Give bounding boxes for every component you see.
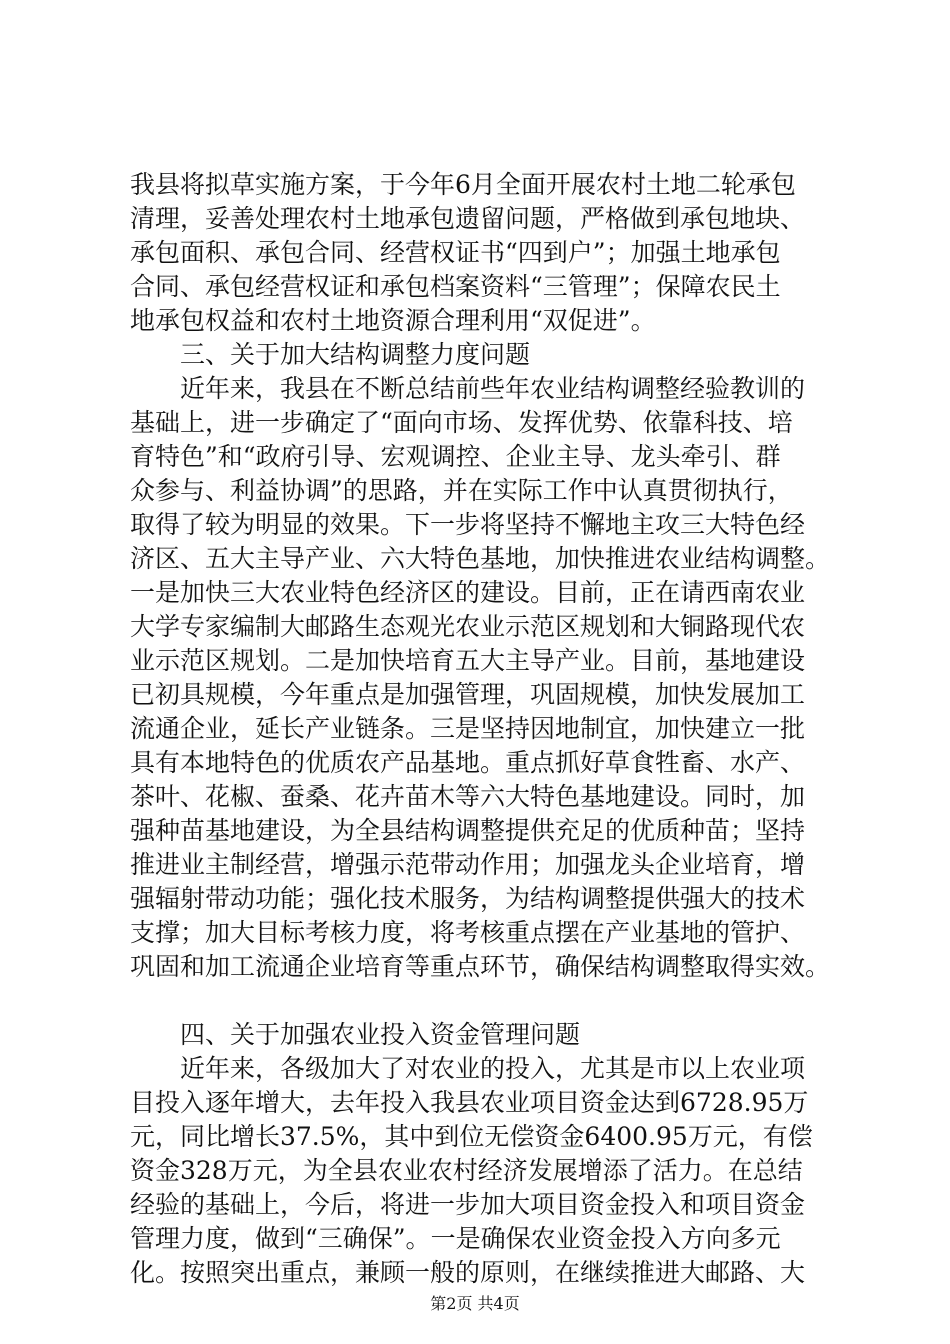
paragraph-line: 管理力度，做到“三确保”。一是确保农业资金投入方向多元 [130,1224,781,1253]
paragraph-line: 经验的基础上，今后，将进一步加大项目资金投入和项目资金 [130,1190,806,1219]
paragraph-line: 强辐射带动功能；强化技术服务，为结构调整提供强大的技术 [130,884,806,913]
paragraph-line: 近年来，我县在不断总结前些年农业结构调整经验教训的 [130,374,806,403]
paragraph-line: 业示范区规划。二是加快培育五大主导产业。目前，基地建设 [130,646,806,675]
paragraph-line: 目投入逐年增大，去年投入我县农业项目资金达到6728.95万 [130,1088,809,1117]
paragraph-line: 承包面积、承包合同、经营权证书“四到户”；加强土地承包 [130,238,781,267]
paragraph-line: 基础上，进一步确定了“面向市场、发挥优势、依靠科技、培 [130,408,793,437]
paragraph-line: 众参与、利益协调”的思路，并在实际工作中认真贯彻执行， [130,476,793,505]
paragraph-line: 已初具规模，今年重点是加强管理，巩固规模，加快发展加工 [130,680,806,709]
paragraph-line: 取得了较为明显的效果。下一步将坚持不懈地主攻三大特色经 [130,510,806,539]
paragraph-line: 近年来，各级加大了对农业的投入，尤其是市以上农业项 [130,1054,806,1083]
paragraph-line: 元，同比增长37.5%，其中到位无偿资金6400.95万元，有偿 [130,1122,813,1151]
paragraph-line: 清理，妥善处理农村土地承包遗留问题，严格做到承包地块、 [130,204,806,233]
page-footer: 第2页 共4页 [430,1294,520,1313]
body-text [130,168,830,1290]
section-heading: 四、关于加强农业投入资金管理问题 [130,1020,581,1049]
paragraph-line: 巩固和加工流通企业培育等重点环节，确保结构调整取得实效。 [130,952,830,981]
paragraph-line: 我县将拟草实施方案，于今年6月全面开展农村土地二轮承包 [130,170,796,199]
paragraph-line: 合同、承包经营权证和承包档案资料“三管理”；保障农民土 [130,272,781,301]
paragraph-line: 具有本地特色的优质农产品基地。重点抓好草食牲畜、水产、 [130,748,806,777]
paragraph-line: 强种苗基地建设，为全县结构调整提供充足的优质种苗；坚持 [130,816,806,845]
blank-line [130,984,830,1018]
paragraph-line: 推进业主制经营，增强示范带动作用；加强龙头企业培育，增 [130,850,806,879]
paragraph-line: 支撑；加大目标考核力度，将考核重点摆在产业基地的管护、 [130,918,806,947]
section-heading: 三、关于加大结构调整力度问题 [130,340,531,369]
paragraph-line: 济区、五大主导产业、六大特色基地，加快推进农业结构调整。 [130,544,830,573]
paragraph-line: 流通企业，延长产业链条。三是坚持因地制宜，加快建立一批 [130,714,806,743]
paragraph-line: 大学专家编制大邮路生态观光农业示范区规划和大铜路现代农 [130,612,806,641]
paragraph-line: 化。按照突出重点，兼顾一般的原则，在继续推进大邮路、大 [130,1258,806,1287]
paragraph-line: 一是加快三大农业特色经济区的建设。目前，正在请西南农业 [130,578,806,607]
paragraph-line: 育特色”和“政府引导、宏观调控、企业主导、龙头牵引、群 [130,442,781,471]
paragraph-line: 茶叶、花椒、蚕桑、花卉苗木等六大特色基地建设。同时，加 [130,782,806,811]
paragraph-line: 资金328万元，为全县农业农村经济发展增添了活力。在总结 [130,1156,803,1185]
paragraph-line: 地承包权益和农村土地资源合理利用“双促进”。 [130,306,656,335]
